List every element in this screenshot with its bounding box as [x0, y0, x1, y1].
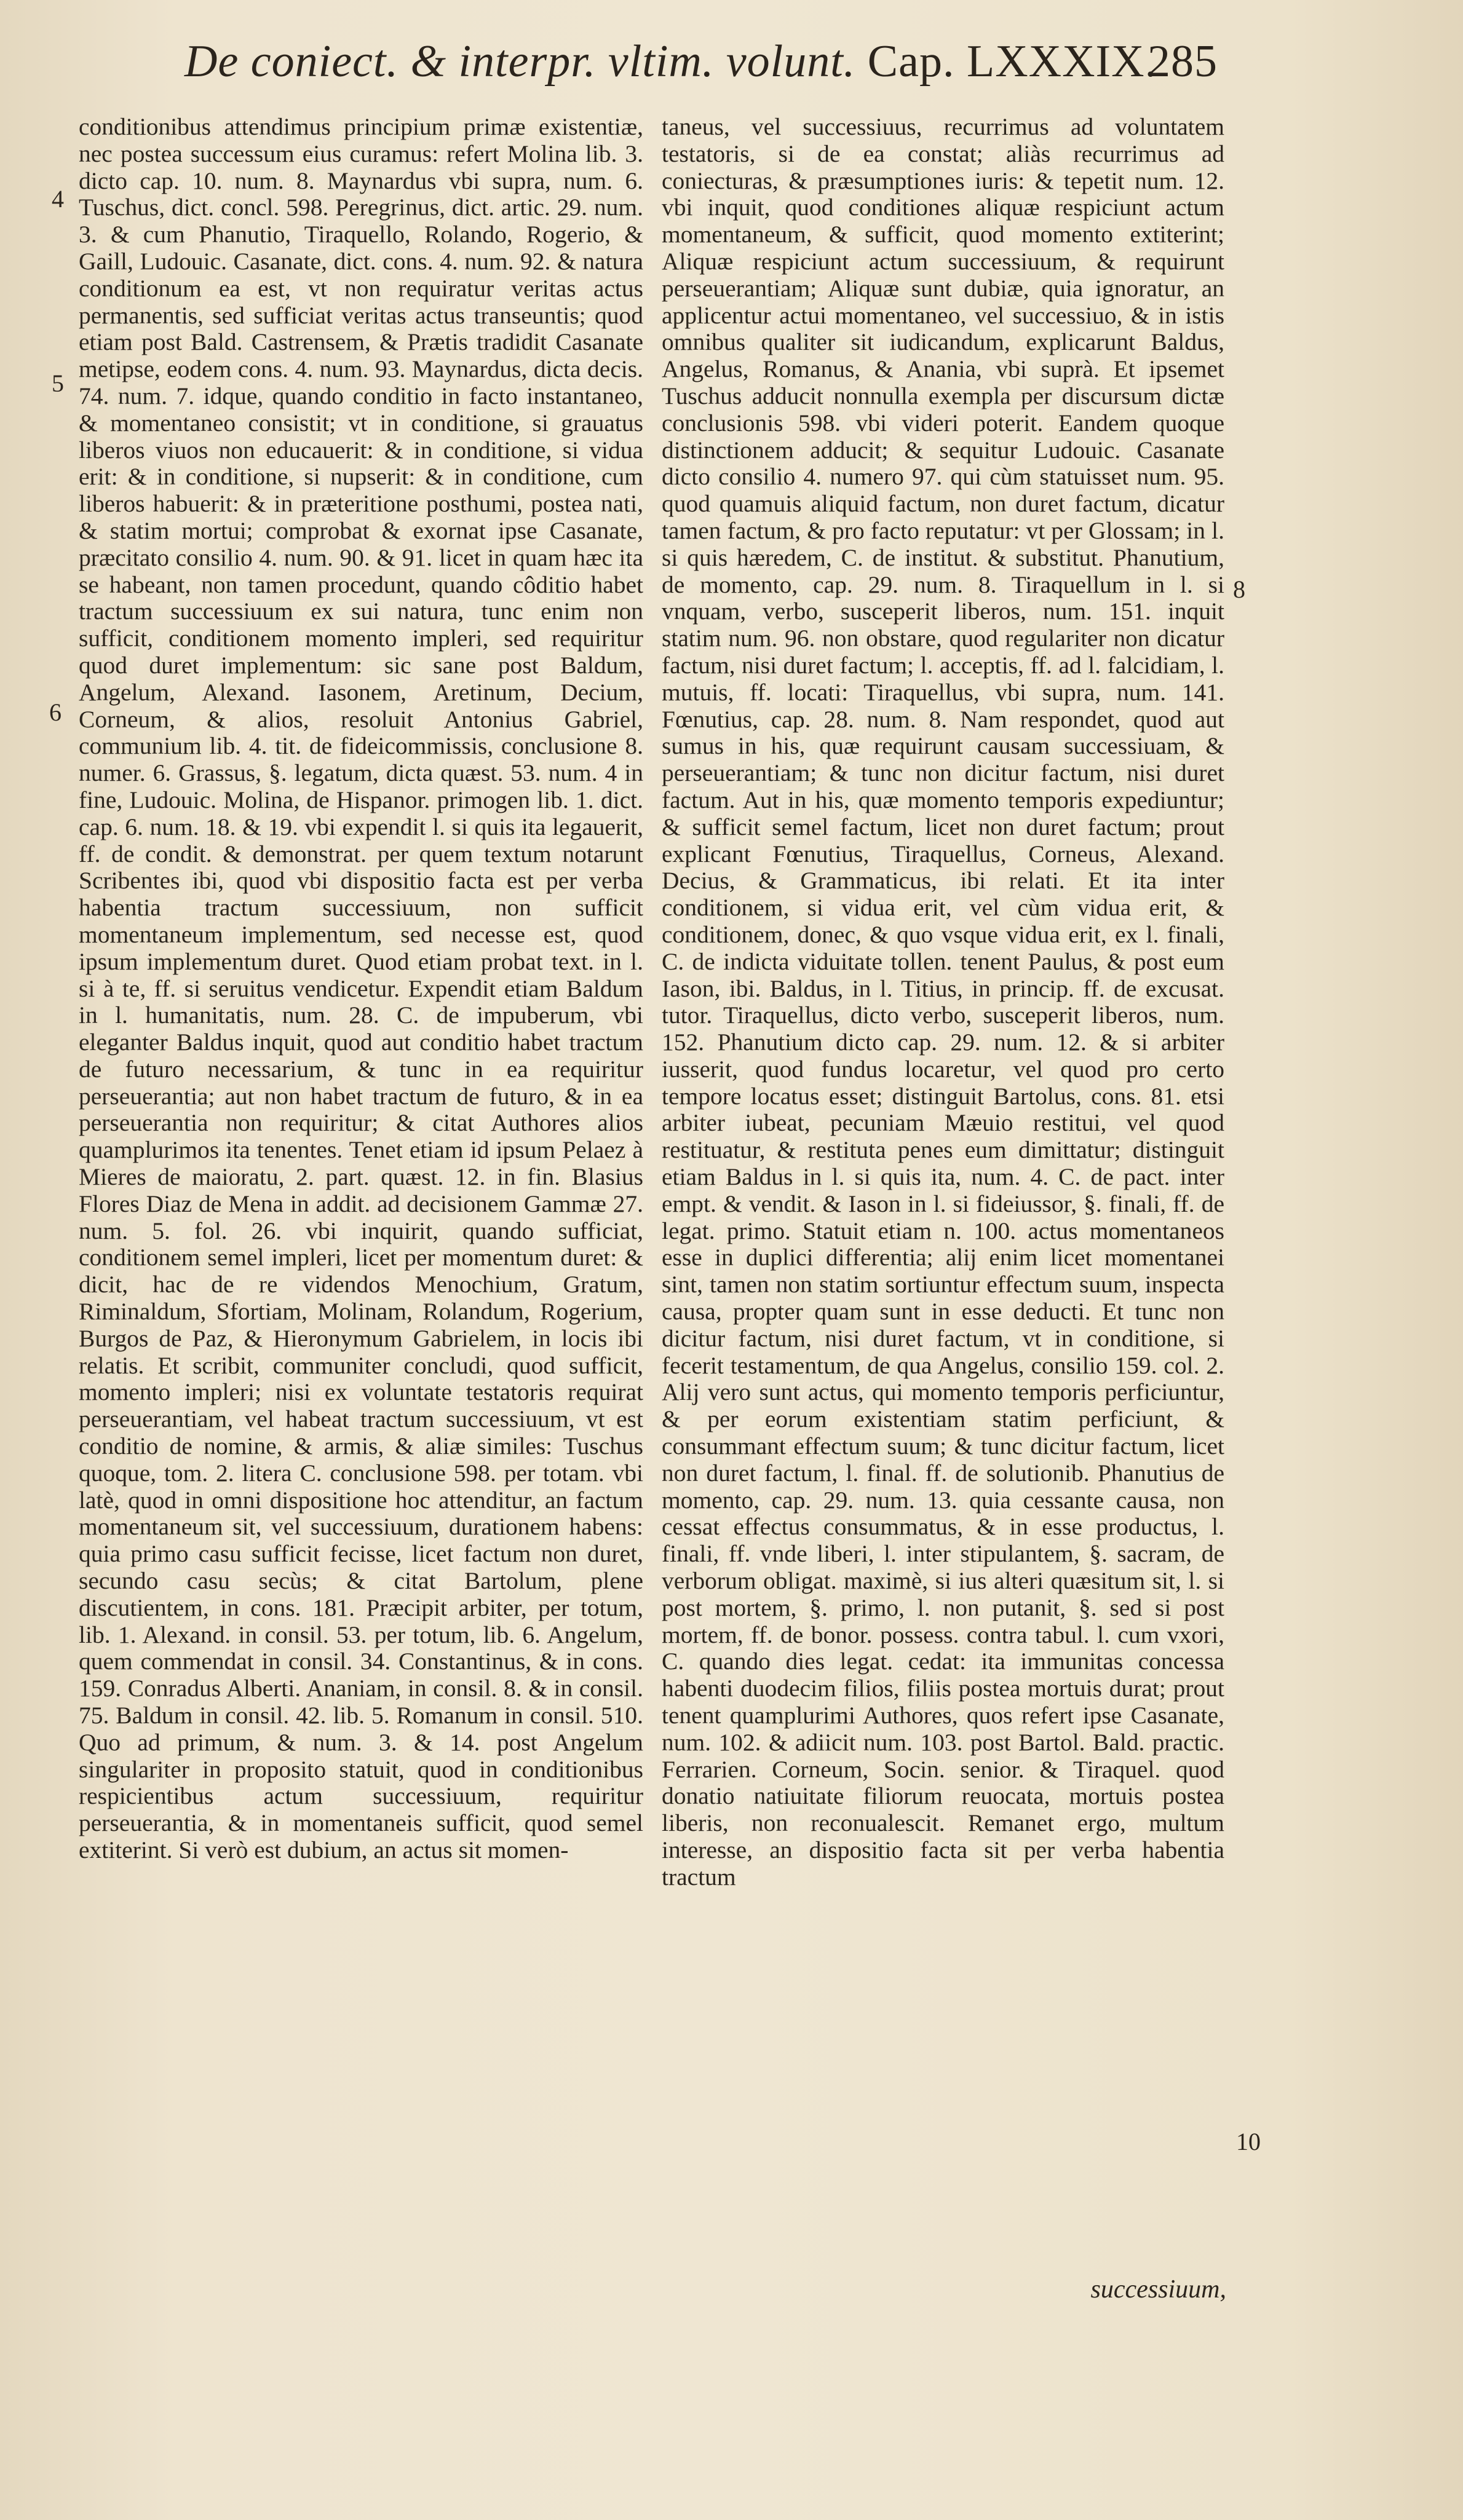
catchword: successiuum,: [1090, 2275, 1226, 2304]
margin-note-8: 8: [1233, 575, 1245, 603]
margin-note-6: 6: [49, 698, 61, 726]
running-title: [184, 36, 1157, 88]
running-title-text: De coniect. & interpr. vltim. volunt.: [184, 36, 856, 87]
left-column-text: conditionibus attendimus principium primæ existentiæ, nec postea successum eius curamus: refert Molina lib. 3. dicto cap. 10. num. 8. Maynardus vbi supra, num. 6. Tuschus, dict. concl. 598. Peregrinus, dict. artic. 29. num. 3. & cum Phanutio, Tiraquello, Rolando, Rogerio, & Gaill, Ludouic. Casanate, dict. cons. 4. num. 92. & natura conditionum ea est, vt non requiratur veritas actus permanentis, sed sufficiat veritas actus transeuntis; quod etiam post Bald. Castrensem, & Prætis tradidit Casanate metipse, eodem cons. 4. num. 93. Maynardus, dicta decis. 74. num. 7. idque, quando conditio in facto instantaneo, & momentaneo consistit; vt in conditione, si grauatus liberos viuos non educauerit: & in conditione, si vidua erit: & in conditione, si nupserit: & in conditione, cum liberos habuerit: & in præteritione posthumi, postea nati, & statim mortui; comprobat & exornat ipse Casanate, præcitato consilio 4. num. 90. & 91. licet in quam hæc ita se habeant, non tamen procedunt, quando côditio habet tractum successiuum ex sui natura, tunc enim non sufficit, conditionem momento impleri, sed requiritur quod duret implementum: sic sane post Baldum, Angelum, Alexand. Iasonem, Aretinum, Decium, Corneum, & alios, resoluit Antonius Gabriel, communium lib. 4. tit. de fideicommissis, conclusione 8. numer. 6. Grassus, §. legatum, dicta quæst. 53. num. 4 in fine, Ludouic. Molina, de Hispanor. primogen lib. 1. dict. cap. 6. num. 18. & 19. vbi expendit l. si quis ita legauerit, ff. de condit. & demonstrat. per quem textum notarunt Scribentes ibi, quod vbi dispositio facta est per verba habentia tractum successiuum, non sufficit momentaneum implementum, sed necesse est, quod ipsum implementum duret. Quod etiam probat text. in l. si à te, ff. si seruitus vendicetur. Expendit etiam Baldum in l. humanitatis, num. 28. C. de impuberum, vbi eleganter Baldus inquit, quod aut conditio habet tractum de futuro necessarium, & tunc in ea requiritur perseuerantia; aut non habet tractum de futuro, & in ea perseuerantia non requiritur; & citat Authores alios quamplurimos ita tenentes. Tenet etiam id ipsum Pelaez à Mieres de maioratu, 2. part. quæst. 12. in fin. Blasius Flores Diaz de Mena in addit. ad decisionem Gammæ 27. num. 5. fol. 26. vbi inquirit, quando sufficiat, conditionem semel impleri, licet per momentum duret: & dicit, hac de re videndos Menochium, Gratum, Riminaldum, Sfortiam, Molinam, Rolandum, Rogerium, Burgos de Paz, & Hieronymum Gabrielem, in locis ibi relatis. Et scribit, communiter concludi, quod sufficit, momento impleri; nisi ex voluntate testatoris requirat perseuerantiam, vel habeat tractum successiuum, vt est conditio de nomine, & armis, & aliæ similes: Tuschus quoque, tom. 2. litera C. conclusione 598. per totam. vbi latè, quod in omni dispositione hoc attenditur, an factum momentaneum sit, vel successiuum, durationem habens: quia primo casu sufficit fecisse, licet factum non duret, secundo casu secùs; & citat Bartolum, plene discutientem, in cons. 181. Præcipit arbiter, per totum, lib. 1. Alexand. in consil. 53. per totum, lib. 6. Angelum, quem commendat in consil. 34. Constantinus, & in cons. 159. Conradus Alberti. Ananiam, in consil. 8. & in consil. 75. Baldum in consil. 42. lib. 5. Romanum in consil. 510. Quo ad primum, & num. 3. & 14. post Angelum singulariter in proposito statuit, quod in conditionibus respicientibus actum successiuum, requiritur perseuerantia, & in momentaneis sufficit, quod semel extiterint. Si verò est dubium, an actus sit momen-: [79, 113, 643, 1863]
margin-note-5: 5: [52, 369, 64, 397]
chapter-label: Cap. LXXXIX.: [867, 36, 1157, 87]
running-header: [184, 36, 1218, 109]
right-column: [662, 114, 1224, 1891]
margin-note-4: 4: [52, 185, 64, 213]
margin-note-10: 10: [1236, 2128, 1261, 2155]
left-column: [79, 114, 643, 1864]
right-column-text: taneus, vel successiuus, recurrimus ad voluntatem testatoris, si de ea constat; aliàs recurrimus ad coniecturas, & præsumptiones iuris: & tepetit num. 12. vbi inquit, quod conditiones aliquæ respiciunt actum momentaneum, & sufficit, quod momento extiterint; Aliquæ respiciunt actum successiuum, & requirunt perseuerantiam; Aliquæ sunt dubiæ, quia ignoratur, an applicentur actui momentaneo, vel successiuo, & in istis omnibus qualiter sit iudicandum, explicarunt Baldus, Angelus, Romanus, & Anania, vbi suprà. Et ipsemet Tuschus adducit nonnulla exempla per discursum dictæ conclusionis 598. vbi videri poterit. Eandem quoque distinctionem adducit; & sequitur Ludouic. Casanate dicto consilio 4. numero 97. qui cùm statuisset num. 95. quod quamuis aliquid factum, non duret factum, dicatur tamen factum, & pro facto reputatur: vt per Glossam; in l. si quis hæredem, C. de institut. & substitut. Phanutium, de momento, cap. 29. num. 8. Tiraquellum in l. si vnquam, verbo, susceperit liberos, num. 151. inquit statim num. 96. non obstare, quod regulariter non dicatur factum, nisi duret factum; l. acceptis, ff. ad l. falcidiam, l. mutuis, ff. locati: Tiraquellus, vbi supra, num. 141. Fœnutius, cap. 28. num. 8. Nam respondet, quod aut sumus in his, quæ requirunt causam successiuam, & perseuerantiam; & tunc non dicitur factum, nisi duret factum. Aut in his, quæ momento temporis expediuntur; & sufficit semel factum, licet non duret factum; prout explicant Fœnutius, Tiraquellus, Corneus, Alexand. Decius, & Grammaticus, ibi relati. Et ita inter conditionem, si vidua erit, vel cùm vidua erit, & conditionem, donec, & quo vsque vidua erit, ex l. finali, C. de indicta viduitate tollen. tenent Paulus, & post eum Iason, ibi. Baldus, in l. Titius, in princip. ff. de excusat. tutor. Tiraquellus, dicto verbo, susceperit liberos, num. 152. Phanutium dicto cap. 29. num. 12. & si arbiter iusserit, quod fundus locaretur, vel quod pro certo tempore locatus esset; distinguit Bartolus, cons. 81. etsi arbiter iubeat, pecuniam Mæuio restitui, vel quod restituatur, & restituta penes eum dimittatur; distinguit etiam Baldus in l. si quis ita, num. 4. C. de pact. inter empt. & vendit. & Iason in l. si fideiussor, §. finali, ff. de legat. primo. Statuit etiam n. 100. actus momentaneos esse in duplici differentia; alij enim licet momentanei sint, tamen non statim sortiuntur effectum suum, inspecta causa, propter quam sunt in esse deducti. Et tunc non dicitur factum, nisi duret factum, vt in conditione, si fecerit testamentum, de qua Angelus, consilio 159. col. 2. Alij vero sunt actus, qui momento temporis perficiuntur, & per eorum existentiam statim perficiunt, & consummant effectum suum; & tunc dicitur factum, licet non duret factum, l. final. ff. de solutionib. Phanutius de momento, cap. 29. num. 13. quia cessante causa, non cessat effectus consummatus, & in esse productus, l. finali, ff. vnde liberi, l. inter stipulantem, §. sacram, de verborum obligat. maximè, si ius alteri quæsitum sit, l. si post mortem, §. primo, l. non putanit, §. sed si post mortem, ff. de bonor. possess. contra tabul. l. cum vxori, C. quando dies legat. cedat: ita immunitas concessa habenti duodecim filios, filiis postea mortuis durat; prout tenent quamplurimi Authores, quos refert ipse Casanate, num. 102. & adiicit num. 103. post Bartol. Bald. practic. Ferrarien. Corneum, Socin. senior. & Tiraquel. quod donatio natiuitate filiorum reuocata, mortuis postea liberis, non reconualescit. Remanet ergo, multum interesse, an dispositio facta sit per verba habentia tractum: [662, 113, 1224, 1890]
page-number: 285: [1148, 36, 1218, 87]
